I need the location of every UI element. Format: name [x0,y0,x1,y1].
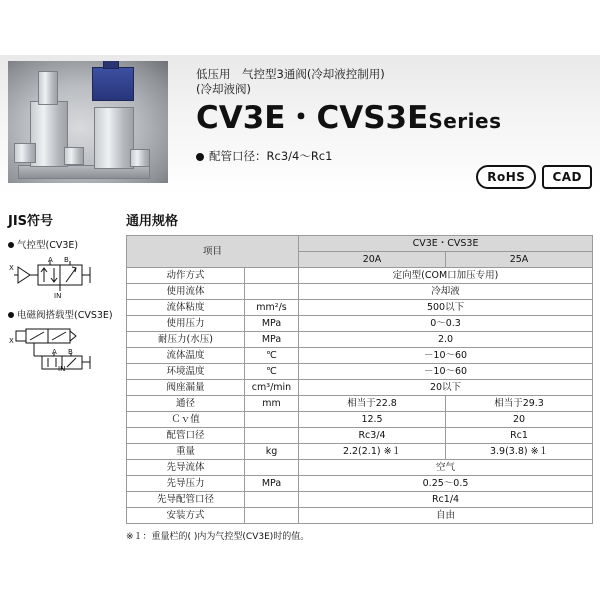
spec-table-body [127,268,593,524]
table-row [127,444,593,460]
row-value-common: Rc1/4 [299,492,593,508]
cad-badge: CAD [542,165,592,189]
row-value-20a: 相当于22.8 [299,396,446,412]
valve-port-3 [130,149,150,167]
solenoid-cap [103,61,119,69]
header-bullet-text: 配管口径：Rc3/4～Rc1 [209,149,333,163]
table-row [127,396,593,412]
jis-section-title: JIS符号 [8,214,54,229]
spec-table-section [126,210,592,542]
table-row [127,380,593,396]
row-value-common: 定向型(COM口加压专用) [299,268,593,284]
row-unit [245,284,299,300]
row-unit: MPa [245,332,299,348]
table-row [127,284,593,300]
row-unit: kg [245,444,299,460]
spec-table-title: 通用规格 [126,214,179,229]
header-group: CV3E・CVS3E [299,236,593,252]
table-row [127,508,593,524]
svg-text:A: A [52,348,57,356]
row-value-common: －10～60 [299,348,593,364]
bullet-dot-icon [196,153,204,161]
header-col-20a: 20A [299,252,446,268]
row-value-common: 0.25～0.5 [299,476,593,492]
symbol-item-cv3e [8,237,118,299]
table-header-row-1 [127,236,593,252]
row-value-20a: Rc3/4 [299,428,446,444]
valve-body-right [94,107,134,169]
row-value-25a: 20 [446,412,593,428]
jis-symbol-diagram-cvs3e [8,323,116,371]
table-row [127,268,593,284]
header-item: 项目 [127,236,299,268]
symbol-label-text: 电磁阀搭载型(CVS3E) [17,310,113,321]
table-footnote: ※１：重量栏的( )内为气控型(CV3E)时的值。 [126,532,310,542]
bullet-dot-icon [8,242,14,248]
row-label: 耐压力(水压) [127,332,245,348]
row-unit: ℃ [245,348,299,364]
table-row [127,492,593,508]
row-label: 使用流体 [127,284,245,300]
photo-background [8,61,168,183]
rohs-badge: RoHS [476,165,536,189]
series-name: CV3E・CVS3E [196,100,429,136]
table-row [127,348,593,364]
table-row [127,428,593,444]
certification-badges [476,165,592,189]
header-subtitle-line2: (冷却液阀) [196,82,251,96]
svg-text:B: B [64,256,69,264]
row-value-common: 冷却液 [299,284,593,300]
row-unit: MPa [245,476,299,492]
row-unit: ℃ [245,364,299,380]
svg-text:A: A [48,256,53,264]
spec-table [126,235,593,524]
svg-text:IN: IN [58,365,66,371]
header-col-25a: 25A [446,252,593,268]
product-header [0,55,600,195]
table-row [127,412,593,428]
series-title [196,99,592,140]
series-suffix: Series [428,109,502,133]
solenoid-coil [92,67,134,101]
symbol-label-text: 气控型(CV3E) [17,240,79,251]
table-row [127,332,593,348]
row-label: 流体粘度 [127,300,245,316]
symbol-item-cvs3e [8,307,118,371]
row-value-common: 20以下 [299,380,593,396]
row-label: 使用压力 [127,316,245,332]
svg-text:B: B [68,348,73,356]
svg-text:IN: IN [54,292,62,299]
row-unit [245,460,299,476]
svg-text:X: X [9,264,14,272]
row-unit [245,492,299,508]
header-text-block [196,67,592,164]
row-value-common: 0～0.3 [299,316,593,332]
row-unit: MPa [245,316,299,332]
table-row [127,300,593,316]
header-subtitle-line1: 低压用 气控型3通阀(冷却液控制用) [196,67,385,81]
row-unit: mm²/s [245,300,299,316]
table-row [127,460,593,476]
row-value-25a: 3.9(3.8) ※１ [446,444,593,460]
row-value-common: 2.0 [299,332,593,348]
symbol-label-cv3e [8,237,118,251]
row-label: 阀座漏量 [127,380,245,396]
bullet-dot-icon [8,312,14,318]
row-value-20a: 12.5 [299,412,446,428]
valve-port-1 [14,143,36,163]
row-unit [245,428,299,444]
row-value-common: －10～60 [299,364,593,380]
row-label: 动作方式 [127,268,245,284]
product-photo [8,61,168,183]
row-label: 重量 [127,444,245,460]
symbol-label-cvs3e [8,307,118,321]
row-label: 安装方式 [127,508,245,524]
row-label: 通径 [127,396,245,412]
row-unit [245,508,299,524]
row-unit [245,412,299,428]
row-value-25a: Rc1 [446,428,593,444]
row-label: 先导配管口径 [127,492,245,508]
valve-stem-left [38,71,58,105]
row-unit: mm [245,396,299,412]
table-row [127,476,593,492]
table-row [127,364,593,380]
row-label: Ｃｖ值 [127,412,245,428]
valve-port-2 [64,147,84,165]
row-label: 先导压力 [127,476,245,492]
jis-symbol-section [8,210,118,371]
row-value-common: 空气 [299,460,593,476]
row-label: 配管口径 [127,428,245,444]
row-value-25a: 相当于29.3 [446,396,593,412]
row-value-common: 自由 [299,508,593,524]
row-label: 流体温度 [127,348,245,364]
row-value-20a: 2.2(2.1) ※１ [299,444,446,460]
header-bullet [196,148,592,164]
table-row [127,316,593,332]
row-value-common: 500以下 [299,300,593,316]
row-unit: cm³/min [245,380,299,396]
svg-text:X: X [9,337,14,345]
jis-symbol-diagram-cv3e [8,253,116,299]
row-label: 先导流体 [127,460,245,476]
row-label: 环境温度 [127,364,245,380]
row-unit [245,268,299,284]
